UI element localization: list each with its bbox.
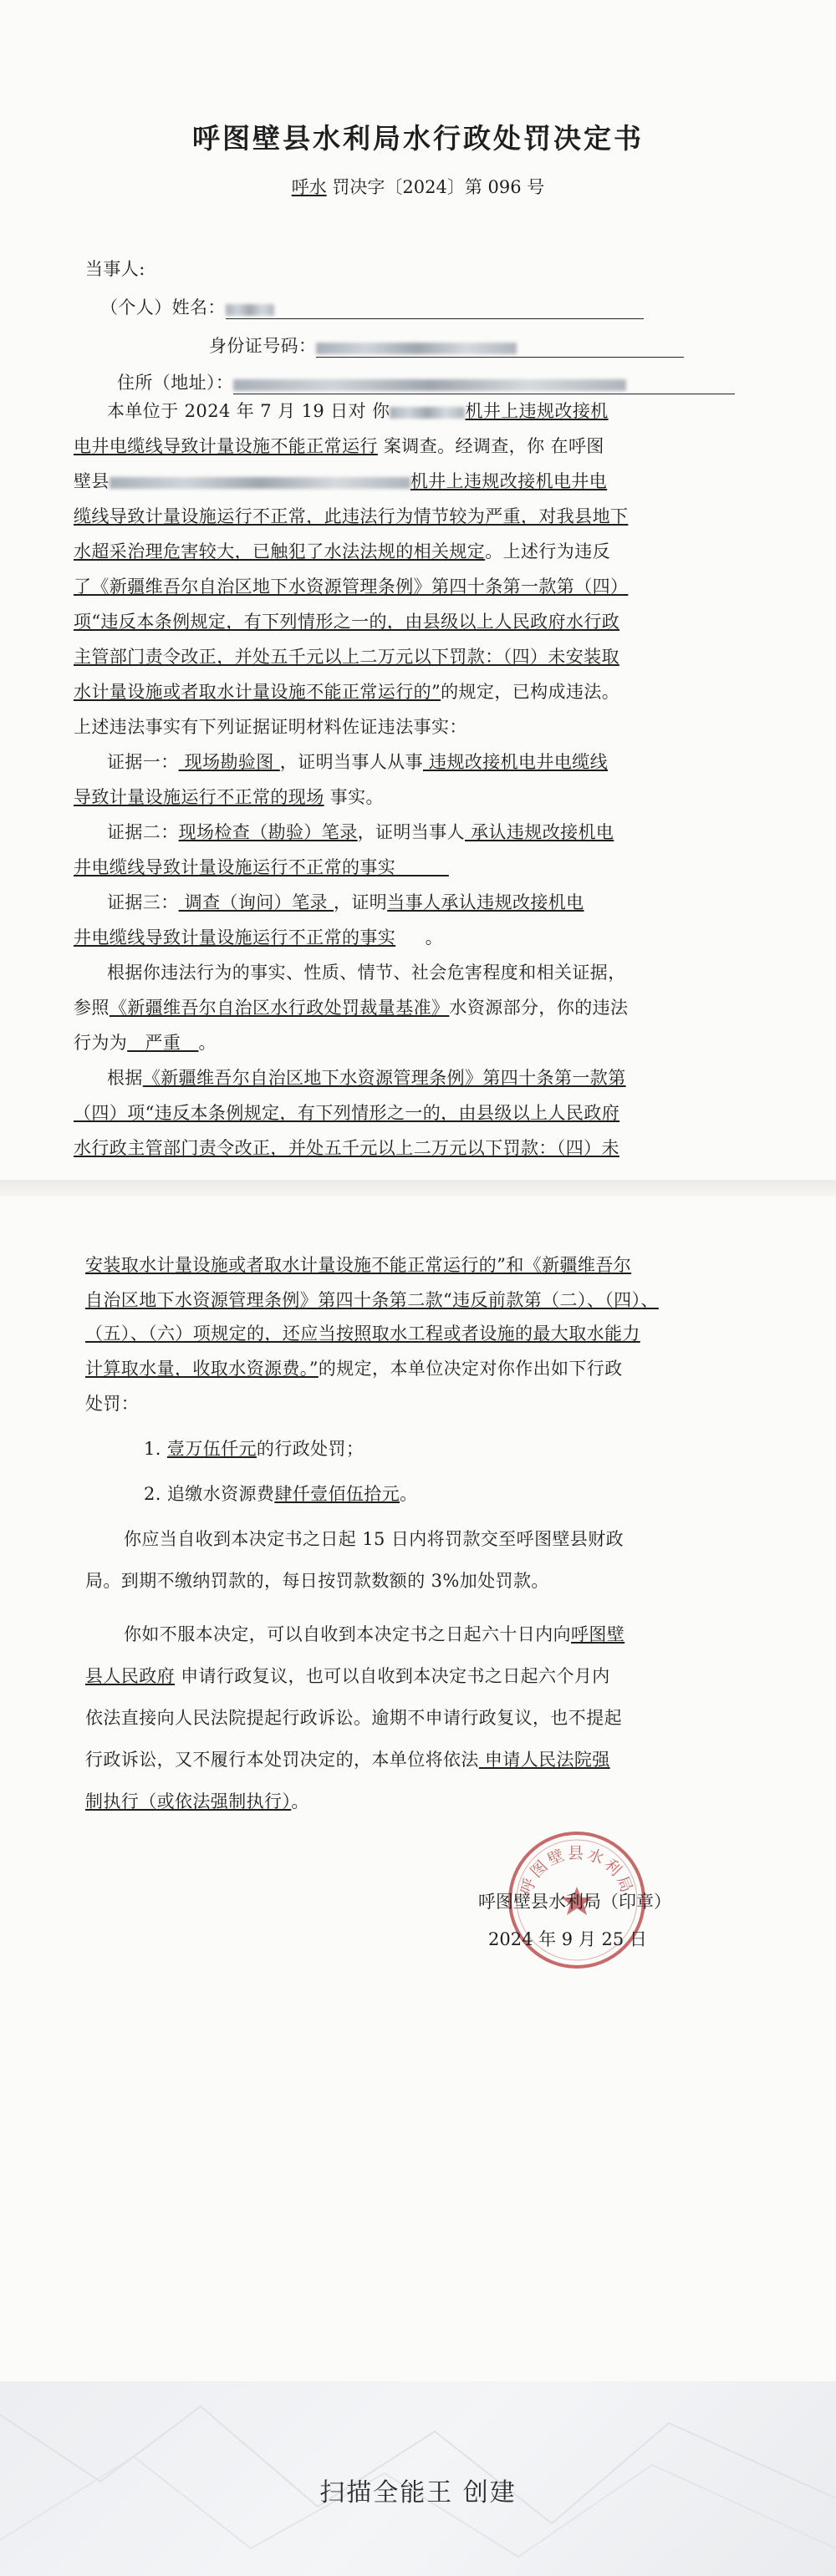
penalty-item-1: 1. 壹万伍仟元的行政处罚； xyxy=(144,1439,364,1459)
body-line: 上述违法事实有下列证据证明材料佐证违法事实： xyxy=(74,717,467,737)
id-value xyxy=(316,337,684,358)
redacted-name xyxy=(226,304,274,316)
redacted-address xyxy=(233,379,626,391)
address-label: 住所（地址）： xyxy=(117,373,234,393)
body-line: 导致计量设施运行不正常的现场 事实。 xyxy=(74,787,384,807)
body-line: 安装取水计量设施或者取水计量设施不能正常运行的”和《新疆维吾尔 xyxy=(85,1255,632,1275)
redacted-id xyxy=(316,343,517,354)
body-line: 水计量设施或者取水计量设施不能正常运行的”的规定，已构成违法。 xyxy=(74,682,620,702)
svg-text:呼图壁县水利局: 呼图壁县水利局 xyxy=(517,1844,637,1898)
doc-no-prefix: 呼水 xyxy=(291,177,327,197)
body-line: 参照《新疆维吾尔自治区水行政处罚裁量基准》水资源部分，你的违法 xyxy=(74,998,629,1018)
document-title: 呼图壁县水利局水行政处罚决定书 xyxy=(192,122,644,155)
body-line: 主管部门责令改正，并处五千元以上二万元以下罚款：（四）未安装取 xyxy=(74,647,619,667)
address-row xyxy=(117,369,804,394)
body-line: 井电缆线导致计量设施运行不正常的事实 xyxy=(74,857,396,877)
signing-organization: 呼图壁县水利局（印章） xyxy=(478,1892,671,1912)
redacted-text xyxy=(390,407,465,419)
body-line: 处罚： xyxy=(85,1394,140,1414)
name-row xyxy=(100,294,788,319)
body-line: 行政诉讼，又不履行本处罚决定的，本单位将依法 申请人民法院强 xyxy=(85,1750,610,1770)
body-line: 你如不服本决定，可以自收到本决定书之日起六十日内向呼图壁 xyxy=(124,1624,625,1644)
body-line: 行为为 严重 。 xyxy=(74,1033,217,1053)
body-line: 缆线导致计量设施运行不正常，此违法行为情节较为严重，对我县地下 xyxy=(74,506,629,526)
page-gap xyxy=(0,1180,836,1197)
name-value xyxy=(226,298,644,319)
body-line: 根据你违法行为的事实、性质、情节、社会危害程度和相关证据， xyxy=(107,963,626,983)
body-line: 县人民政府 申请行政复议，也可以自收到本决定书之日起六个月内 xyxy=(85,1666,610,1686)
signing-date: 2024 年 9 月 25 日 xyxy=(488,1929,647,1949)
body-line: 你应当自收到本决定书之日起 15 日内将罚款交至呼图壁县财政 xyxy=(124,1529,624,1549)
redacted-text xyxy=(110,477,410,489)
body-line: 自治区地下水资源管理条例》第四十条第二款“违反前款第（二）、（四）、 xyxy=(85,1290,659,1310)
name-label: （个人）姓名： xyxy=(100,297,226,318)
document-number xyxy=(0,174,836,199)
body-line: 本单位于 2024 年 7 月 19 日对 你 机井上违规改接机 xyxy=(107,401,609,421)
id-row xyxy=(209,333,836,358)
body-line: 计算取水量，收取水资源费。”的规定，本单位决定对你作出如下行政 xyxy=(85,1359,623,1379)
body-line: 水行政主管部门责令改正，并处五千元以上二万元以下罚款：（四）未 xyxy=(74,1138,619,1158)
body-line: （四）项“违反本条例规定，有下列情形之一的，由县级以上人民政府 xyxy=(74,1103,620,1123)
body-line: 井电缆线导致计量设施运行不正常的事实 。 xyxy=(74,927,443,948)
party-label: 当事人: xyxy=(85,259,145,279)
body-line: 局。到期不缴纳罚款的，每日按罚款数额的 3%加处罚款。 xyxy=(85,1571,549,1591)
address-value xyxy=(233,373,735,394)
body-line: 根据《新疆维吾尔自治区地下水资源管理条例》第四十条第一款第 xyxy=(107,1068,626,1088)
doc-no-rest: 罚决字〔2024〕第 096 号 xyxy=(326,177,545,197)
body-line: 水超采治理危害较大，已触犯了水法法规的相关规定。上述行为违反 xyxy=(74,541,611,561)
evidence-one: 证据一： 现场勘验图 ，证明当事人从事 违规改接机电井电缆线 xyxy=(107,752,609,772)
body-line: 电井电缆线导致计量设施不能正常运行 案调查。经调查，你 在呼图 xyxy=(74,436,604,456)
body-line: 项“违反本条例规定，有下列情形之一的，由县级以上人民政府水行政 xyxy=(74,612,620,632)
id-label: 身份证号码： xyxy=(209,336,317,356)
body-line: （五）、（六）项规定的，还应当按照取水工程或者设施的最大取水能力 xyxy=(85,1324,640,1344)
evidence-three: 证据三： 调查（询问）笔录 ，证明当事人承认违规改接机电 xyxy=(107,892,584,912)
body-line: 壁县 机井上违规改接机电井电 xyxy=(74,471,608,491)
penalty-item-2: 2. 追缴水资源费肆仟壹佰伍拾元。 xyxy=(144,1484,418,1504)
body-line: 了《新疆维吾尔自治区地下水资源管理条例》第四十条第一款第（四） xyxy=(74,577,629,597)
scanner-watermark: 扫描全能王 创建 xyxy=(319,2478,517,2507)
body-line: 依法直接向人民法院提起行政诉讼。逾期不申请行政复议，也不提起 xyxy=(85,1708,622,1728)
body-line: 制执行（或依法强制执行）。 xyxy=(85,1791,309,1811)
evidence-two: 证据二：现场检查（勘验）笔录，证明当事人 承认违规改接机电 xyxy=(107,822,614,842)
